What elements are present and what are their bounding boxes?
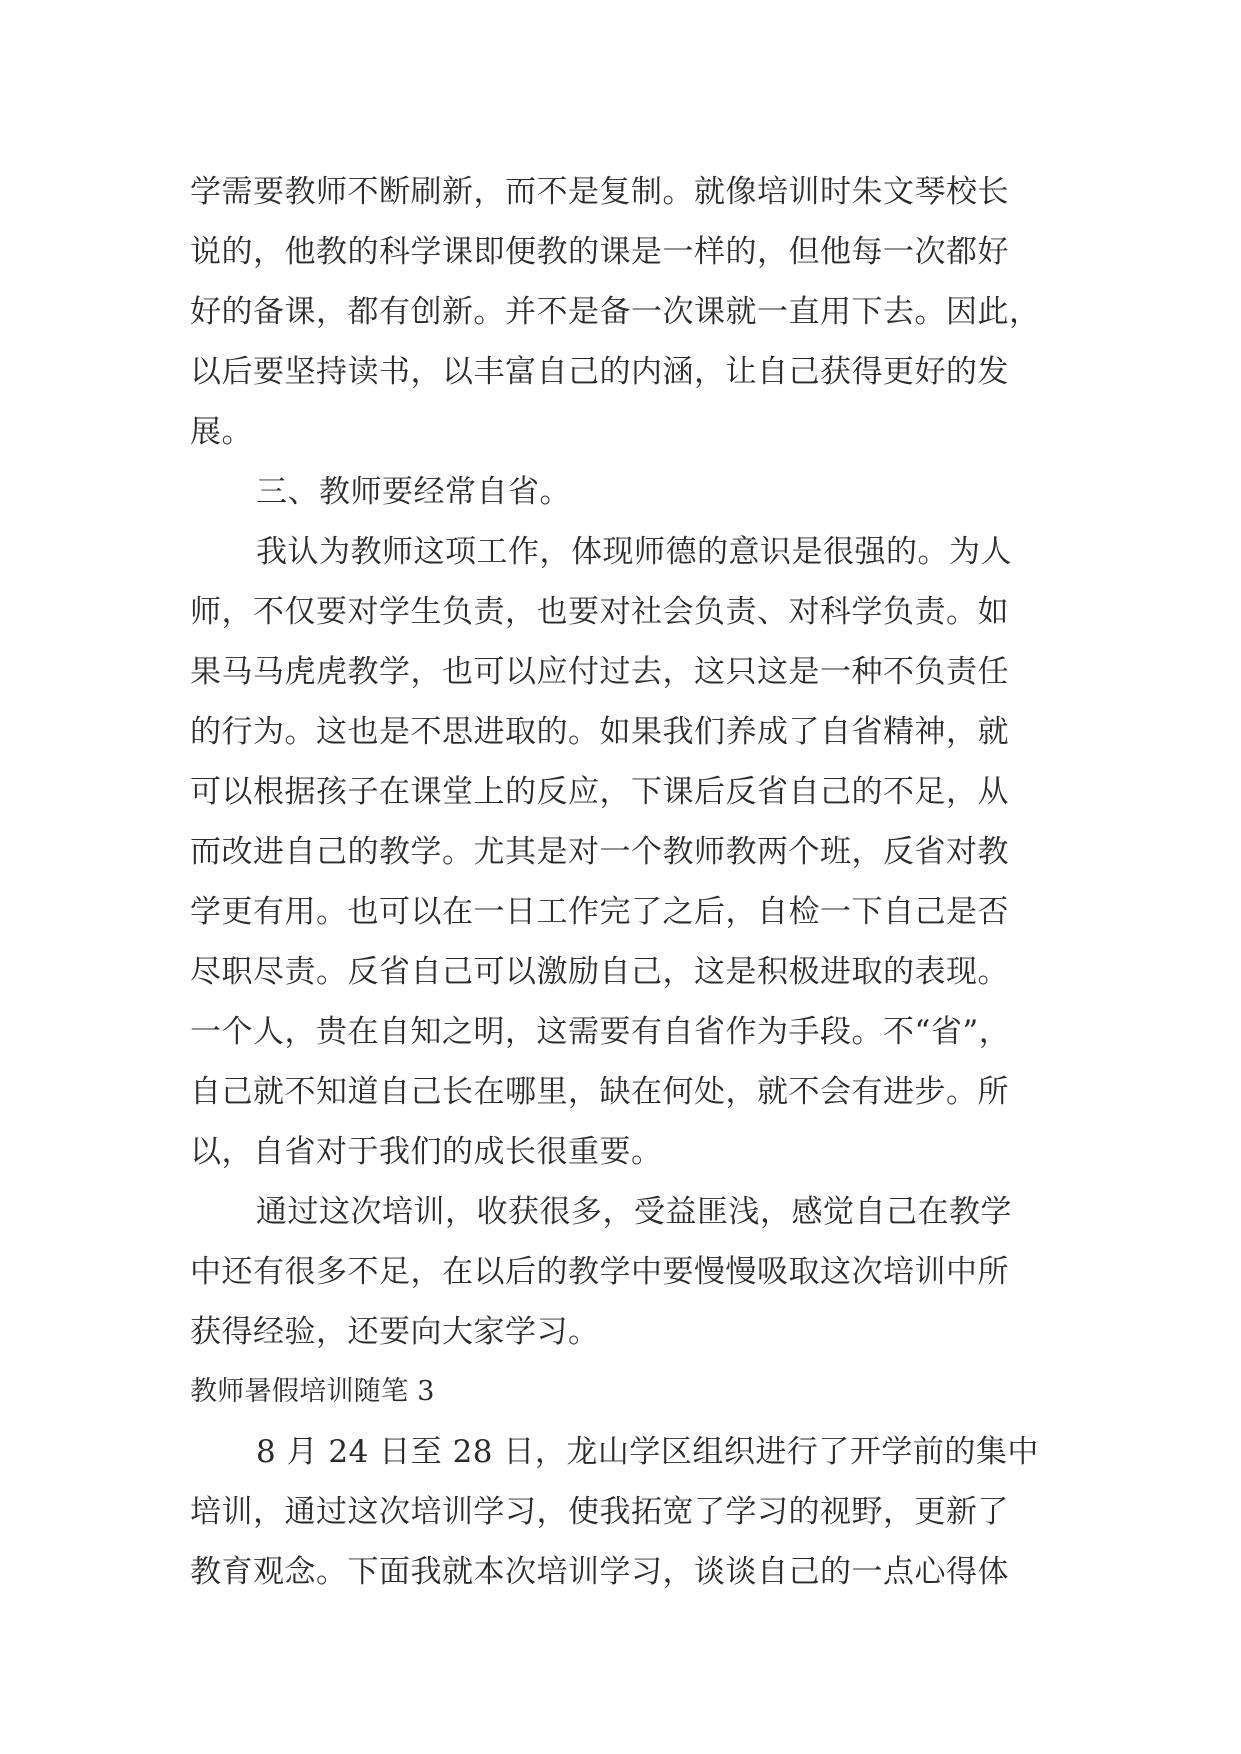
text-line: 以后要坚持读书，以丰富自己的内涵，让自己获得更好的发	[190, 354, 1009, 390]
text-line: 说的，他教的科学课即便教的课是一样的，但他每一次都好	[190, 234, 1009, 270]
text-line: 中还有很多不足，在以后的教学中要慢慢吸取这次培训中所	[190, 1254, 1009, 1290]
text-line: 师，不仅要对学生负责，也要对社会负责、对科学负责。如	[190, 594, 1009, 630]
article-body	[190, 162, 1060, 1602]
text-line: 三、教师要经常自省。	[256, 474, 571, 510]
text-line: 学需要教师不断刷新，而不是复制。就像培训时朱文琴校长	[190, 174, 1009, 210]
text-line: 教育观念。下面我就本次培训学习，谈谈自己的一点心得体	[190, 1554, 1009, 1590]
text-line: 学更有用。也可以在一日工作完了之后，自检一下自己是否	[190, 894, 1009, 930]
text-line: 的行为。这也是不思进取的。如果我们养成了自省精神，就	[190, 714, 1009, 750]
text-line: 一个人，贵在自知之明，这需要有自省作为手段。不“省”，	[190, 1014, 1011, 1050]
text-line: 通过这次培训，收获很多，受益匪浅，感觉自己在教学	[256, 1194, 1012, 1230]
text-line: 果马马虎虎教学，也可以应付过去，这只这是一种不负责任	[190, 654, 1009, 690]
text-line: 自己就不知道自己长在哪里，缺在何处，就不会有进步。所	[190, 1074, 1009, 1110]
text-line: 我认为教师这项工作，体现师德的意识是很强的。为人	[256, 534, 1012, 570]
text-line: 可以根据孩子在课堂上的反应，下课后反省自己的不足，从	[190, 774, 1009, 810]
text-line: 好的备课，都有创新。并不是备一次课就一直用下去。因此，	[190, 294, 1041, 330]
text-line: 以，自省对于我们的成长很重要。	[190, 1134, 663, 1170]
text-line: 尽职尽责。反省自己可以激励自己，这是积极进取的表现。	[190, 954, 1009, 990]
section-title: 教师暑假培训随笔 3	[190, 1376, 435, 1407]
text-line: 8 月 24 日至 28 日，龙山学区组织进行了开学前的集中	[256, 1434, 1039, 1470]
text-line: 获得经验，还要向大家学习。	[190, 1314, 600, 1350]
text-line: 而改进自己的教学。尤其是对一个教师教两个班，反省对教	[190, 834, 1009, 870]
text-line: 培训，通过这次培训学习，使我拓宽了学习的视野，更新了	[190, 1494, 1009, 1530]
text-line: 展。	[190, 414, 253, 450]
